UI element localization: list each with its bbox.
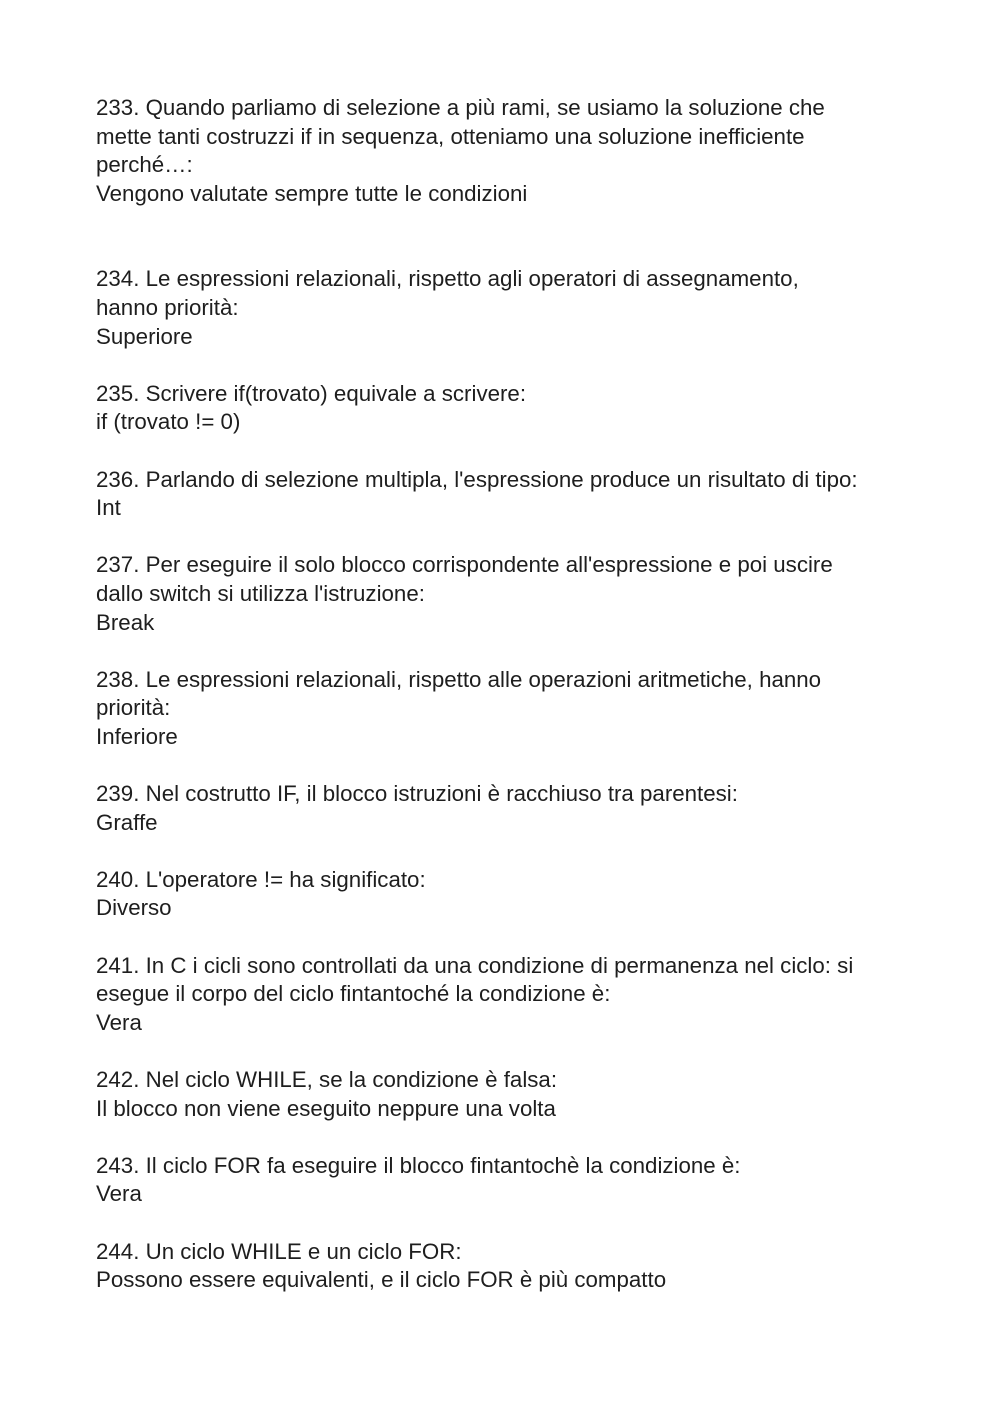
question-line: 244. Un ciclo WHILE e un ciclo FOR:: [96, 1238, 462, 1264]
question-line: 243. Il ciclo FOR fa eseguire il blocco fintantochè la condizione è:: [96, 1152, 741, 1178]
question-line: perché…:: [96, 152, 193, 178]
qa-item-244: [96, 1238, 916, 1295]
spacer: [96, 523, 916, 552]
document-page: [96, 94, 916, 1295]
question-line: 240. L'operatore != ha significato:: [96, 866, 426, 892]
answer-text: Vera: [96, 1181, 142, 1207]
question-line: 233. Quando parliamo di selezione a più rami, se usiamo la soluzione che: [96, 95, 825, 120]
spacer: [96, 637, 916, 666]
answer-text: Possono essere equivalenti, e il ciclo FOR è più compatto: [96, 1267, 667, 1293]
spacer: [96, 1123, 916, 1152]
qa-item-237: [96, 551, 916, 637]
qa-item-233: [96, 94, 916, 208]
spacer: [96, 1209, 916, 1238]
question-line: 235. Scrivere if(trovato) equivale a scrivere:: [96, 380, 527, 406]
answer-text: Int: [96, 495, 121, 521]
qa-item-234: [96, 265, 916, 351]
qa-item-241: [96, 952, 916, 1038]
qa-item-242: [96, 1066, 916, 1123]
spacer: [96, 837, 916, 866]
answer-text: Vengono valutate sempre tutte le condizioni: [96, 180, 528, 206]
spacer: [96, 751, 916, 780]
qa-item-240: [96, 866, 916, 923]
question-line: 241. In C i cicli sono controllati da una condizione di permanenza nel ciclo: si: [96, 952, 854, 978]
question-line: 242. Nel ciclo WHILE, se la condizione è falsa:: [96, 1067, 558, 1092]
question-line: 236. Parlando di selezione multipla, l'espressione produce un risultato di tipo:: [96, 466, 858, 492]
qa-item-239: [96, 780, 916, 837]
answer-text: Break: [96, 609, 155, 635]
spacer: [96, 437, 916, 466]
question-line: esegue il corpo del ciclo fintantoché la condizione è:: [96, 981, 611, 1007]
spacer: [96, 351, 916, 380]
question-line: 238. Le espressioni relazionali, rispetto alle operazioni aritmetiche, hanno: [96, 666, 822, 692]
question-line: 239. Nel costrutto IF, il blocco istruzioni è racchiuso tra parentesi:: [96, 781, 738, 807]
question-line: mette tanti costruzzi if in sequenza, otteniamo una soluzione inefficiente: [96, 123, 805, 149]
qa-item-243: [96, 1152, 916, 1209]
question-line: hanno priorità:: [96, 294, 239, 320]
spacer: [96, 1037, 916, 1066]
question-line: 234. Le espressioni relazionali, rispetto agli operatori di assegnamento,: [96, 266, 799, 292]
answer-text: Il blocco non viene eseguito neppure una volta: [96, 1095, 556, 1121]
question-line: dallo switch si utilizza l'istruzione:: [96, 580, 425, 606]
qa-item-235: [96, 380, 916, 437]
question-line: 237. Per eseguire il solo blocco corrispondente all'espressione e poi uscire: [96, 552, 833, 578]
spacer: [96, 208, 916, 265]
answer-text: if (trovato != 0): [96, 409, 241, 435]
answer-text: Diverso: [96, 895, 172, 921]
answer-text: Inferiore: [96, 723, 178, 749]
spacer: [96, 923, 916, 952]
qa-item-236: [96, 466, 916, 523]
qa-item-238: [96, 666, 916, 752]
question-line: priorità:: [96, 695, 171, 721]
answer-text: Vera: [96, 1009, 142, 1035]
answer-text: Graffe: [96, 809, 158, 835]
answer-text: Superiore: [96, 323, 193, 349]
